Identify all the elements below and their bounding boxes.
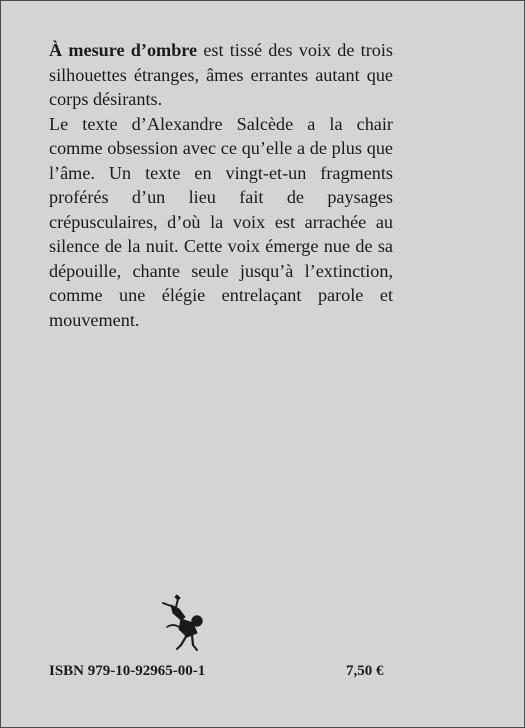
price: 7,50 € bbox=[346, 663, 384, 679]
dancing-figure-icon bbox=[159, 593, 211, 653]
blurb-text bbox=[49, 38, 393, 332]
blurb-paragraph-1-rest: est tissé des voix de trois silhouettes étranges, âmes errantes autant que corps désirants. bbox=[49, 40, 393, 109]
isbn: ISBN 979-10-92965-00-1 bbox=[49, 663, 206, 679]
blurb-paragraph-1 bbox=[49, 38, 393, 112]
book-title: À mesure d’ombre bbox=[49, 40, 198, 60]
blurb-paragraph-2: Le texte d’Alexandre Salcède a la chair comme obsession avec ce qu’elle a de plus que l’âme. Un texte en vingt-et-un fragments proférés d’un lieu fait de paysages crépusculaires, d’où la voix est arrachée au silence de la nuit. Cette voix émerge nue de sa dépouille, chante seule jusqu’à l’extinction, comme une élégie entrelaçant parole et mouvement. bbox=[49, 113, 393, 330]
